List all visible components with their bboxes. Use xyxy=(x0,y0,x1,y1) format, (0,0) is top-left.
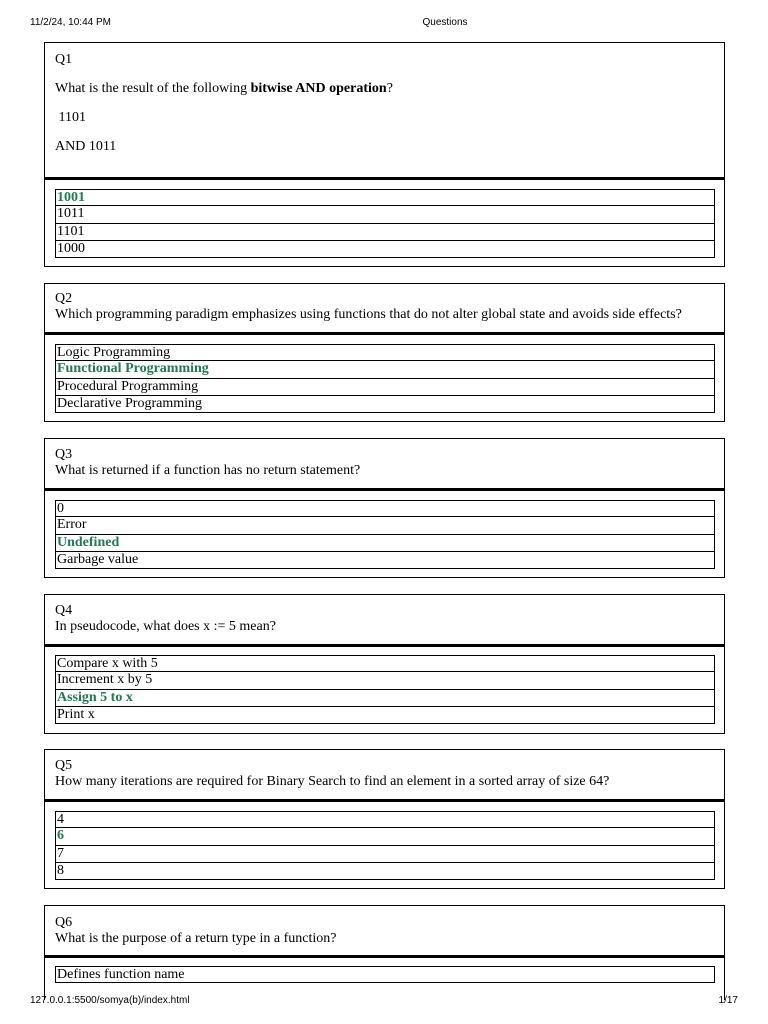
option-3[interactable]: Procedural Programming xyxy=(55,379,715,396)
option-2[interactable]: Error xyxy=(55,517,715,534)
question-card-4 xyxy=(44,594,725,734)
question-card-1 xyxy=(44,42,725,267)
question-card-2 xyxy=(44,283,725,422)
question-card-6 xyxy=(44,905,725,1000)
option-4[interactable]: Print x xyxy=(55,707,715,724)
question-operand-2: AND 1011 xyxy=(55,139,117,154)
question-text: Which programming paradigm emphasizes using functions that do not alter global state and avoids side effects? xyxy=(55,307,682,322)
options-table xyxy=(55,811,715,880)
question-number: Q1 xyxy=(55,52,73,67)
question-header xyxy=(45,43,724,180)
print-page-number: 1/17 xyxy=(718,995,738,1006)
option-1[interactable]: 0 xyxy=(55,500,715,517)
print-datetime: 11/2/24, 10:44 PM xyxy=(30,17,111,28)
question-operand-1: 1101 xyxy=(55,110,86,125)
option-4[interactable]: 1000 xyxy=(55,241,715,258)
question-header xyxy=(45,750,724,802)
print-title: Questions xyxy=(422,17,468,28)
options-table xyxy=(55,655,715,724)
print-header xyxy=(0,17,768,31)
option-1[interactable]: Compare x with 5 xyxy=(55,655,715,672)
print-url: 127.0.0.1:5500/somya(b)/index.html xyxy=(30,995,190,1006)
question-number: Q3 xyxy=(55,447,73,462)
question-card-3 xyxy=(44,438,725,578)
option-1[interactable]: Logic Programming xyxy=(55,344,715,361)
question-text: How many iterations are required for Binary Search to find an element in a sorted array of size 64? xyxy=(55,774,610,789)
option-4[interactable]: Garbage value xyxy=(55,552,715,569)
question-number: Q5 xyxy=(55,758,73,773)
option-1[interactable]: Defines function name xyxy=(55,966,715,983)
question-header xyxy=(45,284,724,335)
question-text: What is returned if a function has no return statement? xyxy=(55,463,361,478)
question-number: Q2 xyxy=(55,291,73,306)
option-4[interactable]: 8 xyxy=(55,863,715,880)
option-4[interactable]: Declarative Programming xyxy=(55,396,715,413)
option-2[interactable]: 6 xyxy=(55,828,715,845)
options-table xyxy=(55,344,715,413)
question-card-5 xyxy=(44,749,725,889)
option-3[interactable]: Undefined xyxy=(55,535,715,552)
option-3[interactable]: 7 xyxy=(55,846,715,863)
question-number: Q6 xyxy=(55,915,73,930)
option-2[interactable]: Increment x by 5 xyxy=(55,672,715,689)
option-2[interactable]: 1011 xyxy=(55,206,715,223)
print-footer xyxy=(0,995,768,1009)
options-table xyxy=(55,966,715,983)
option-1[interactable]: 1001 xyxy=(55,189,715,206)
question-header xyxy=(45,595,724,647)
question-text: What is the result of the following bitwise AND operation? xyxy=(55,81,393,96)
options-table xyxy=(55,189,715,258)
question-header xyxy=(45,906,724,958)
option-3[interactable]: 1101 xyxy=(55,224,715,241)
option-3[interactable]: Assign 5 to x xyxy=(55,690,715,707)
option-2[interactable]: Functional Programming xyxy=(55,361,715,378)
question-number: Q4 xyxy=(55,603,73,618)
question-text: What is the purpose of a return type in a function? xyxy=(55,931,337,946)
option-1[interactable]: 4 xyxy=(55,811,715,828)
options-table xyxy=(55,500,715,569)
question-header xyxy=(45,439,724,491)
question-text: In pseudocode, what does x := 5 mean? xyxy=(55,619,276,634)
